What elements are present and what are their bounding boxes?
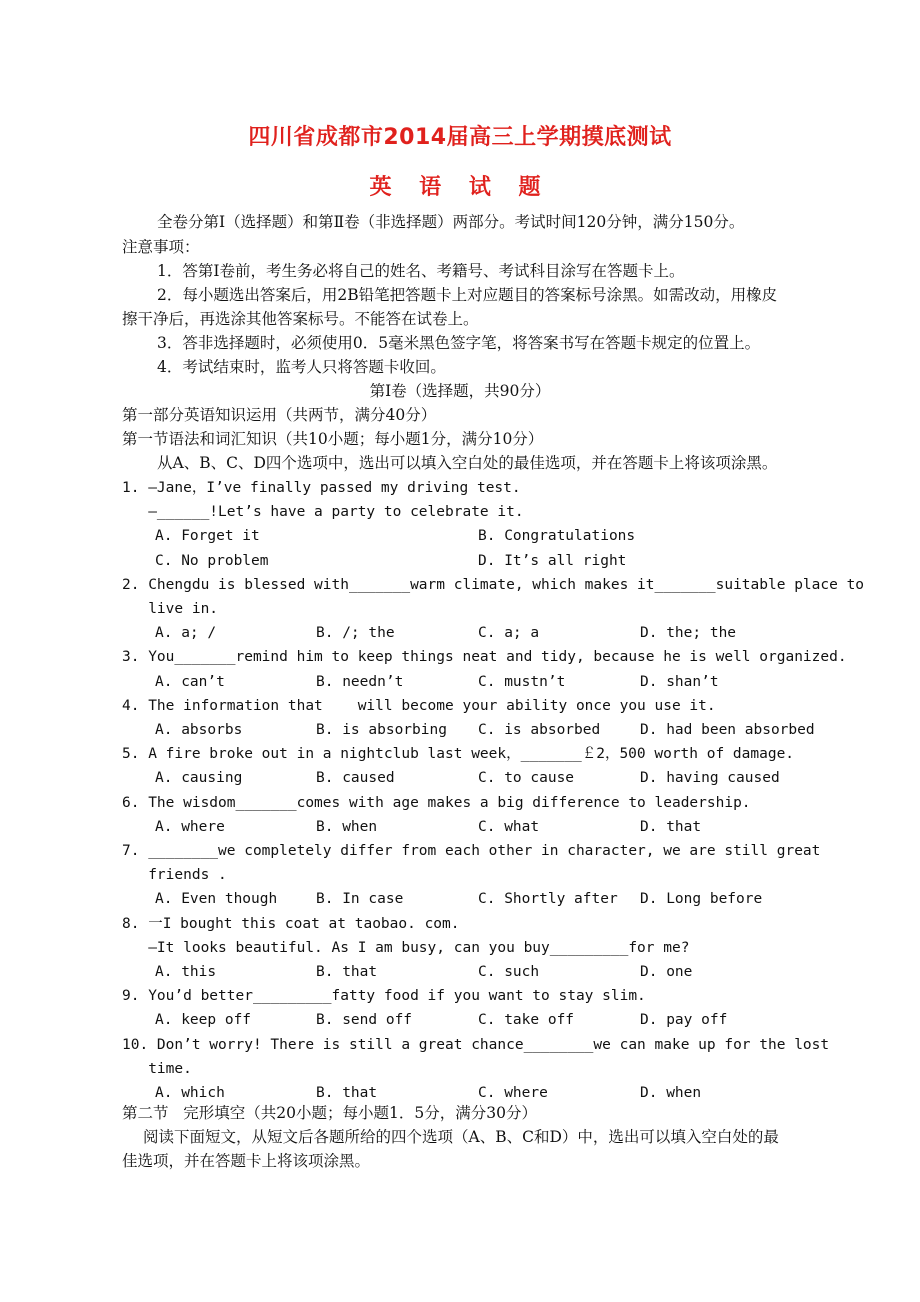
answer-option: D. the; the (640, 625, 737, 642)
answer-option: B. when (316, 818, 378, 835)
question-stem: 7. ________we completely differ from each other in character, we are still great (122, 843, 821, 859)
answer-option: D. when (640, 1085, 702, 1101)
volume-heading: 第Ⅰ卷（选择题，共90分） (369, 382, 551, 400)
answer-option: B. In case (316, 891, 404, 908)
answer-option: B. that (316, 1085, 378, 1101)
question-stem: 5. A fire broke out in a nightclub last week，_______￡2，500 worth of damage. (122, 746, 795, 763)
notice-item: 2．每小题选出答案后，用2B铅笔把答题卡上对应题目的答案标号涂黑。如需改动，用橡皮 (157, 286, 778, 304)
answer-option: C. is absorbed (478, 722, 601, 738)
answer-option: C. take off (478, 1012, 575, 1029)
notice-item: 擦干净后，再选涂其他答案标号。不能答在试卷上。 (122, 310, 479, 328)
answer-option: C. mustn’t (478, 673, 566, 690)
answer-option: A. a; / (155, 625, 217, 642)
answer-option: A. this (155, 964, 217, 980)
answer-option: C. to cause (478, 770, 575, 787)
question-line: friends . (122, 867, 227, 884)
answer-option: C. what (478, 818, 540, 835)
notice-label: 注意事项： (122, 238, 200, 256)
question-line: time. (122, 1060, 192, 1077)
answer-option: A. absorbs (155, 722, 243, 738)
question-stem: 4. The information that will become your ability once you use it. (122, 697, 716, 714)
answer-option: C. where (478, 1085, 548, 1101)
answer-option: B. send off (316, 1012, 413, 1029)
answer-option: A. Even though (155, 891, 278, 908)
answer-option: C. such (478, 964, 540, 980)
answer-option: D. that (640, 818, 702, 835)
answer-option: D. one (640, 964, 693, 980)
question-line: —______!Let’s have a party to celebrate it. (122, 504, 524, 521)
answer-option: D. It’s all right (478, 552, 627, 569)
section-instruction: 从A、B、C、D四个选项中，选出可以填入空白处的最佳选项，并在答题卡上将该项涂黑。 (157, 454, 778, 472)
answer-option: D. Long before (640, 891, 763, 908)
answer-option: D. had been absorbed (640, 722, 815, 738)
answer-option: B. is absorbing (316, 722, 447, 738)
answer-option: B. caused (316, 770, 395, 787)
notice-item: 1．答第Ⅰ卷前，考生务必将自己的姓名、考籍号、考试科目涂写在答题卡上。 (157, 262, 685, 280)
answer-option: C. Shortly after (478, 891, 618, 908)
answer-option: C. No problem (155, 552, 269, 569)
question-stem: 10. Don’t worry! There is still a great chance________we can make up for the lost (122, 1036, 830, 1053)
answer-option: A. keep off (155, 1012, 252, 1029)
answer-option: A. Forget it (155, 528, 260, 545)
answer-option: A. which (155, 1085, 225, 1101)
answer-option: B. that (316, 964, 378, 980)
question-stem: 9. You’d better_________fatty food if you want to stay slim. (122, 988, 646, 1005)
question-line: —It looks beautiful. As I am busy, can you buy_________for me? (122, 939, 690, 956)
part-heading: 第一部分英语知识运用（共两节，满分40分） (122, 406, 437, 424)
exam-title: 四川省成都市2014届高三上学期摸底测试 (248, 125, 672, 150)
notice-item: 4．考试结束时，监考人只将答题卡收回。 (157, 358, 446, 376)
answer-option: D. shan’t (640, 673, 719, 690)
answer-option: B. needn’t (316, 673, 404, 690)
question-stem: 1. —Jane，I’ve finally passed my driving test. (122, 480, 521, 496)
question-stem: 3. You_______remind him to keep things neat and tidy, because he is well organized. (122, 649, 847, 666)
answer-option: A. can’t (155, 673, 225, 690)
question-stem: 6. The wisdom_______comes with age makes a big difference to leadership. (122, 794, 751, 811)
section-heading: 第一节语法和词汇知识（共10小题；每小题1分，满分10分） (122, 430, 544, 448)
answer-option: A. where (155, 818, 225, 835)
answer-option: D. pay off (640, 1012, 728, 1029)
notice-item: 3．答非选择题时，必须使用0．5毫米黑色签字笔，将答案书写在答题卡规定的位置上。 (157, 334, 761, 352)
section2-instruction: 佳选项，并在答题卡上将该项涂黑。 (122, 1152, 371, 1170)
answer-option: B. /; the (316, 625, 395, 642)
question-stem: 2. Chengdu is blessed with_______warm climate, which makes it_______suitable place to (122, 576, 865, 593)
section2-instruction: 阅读下面短文，从短文后各题所给的四个选项（A、B、C和D）中，选出可以填入空白处的最 (143, 1128, 779, 1146)
question-stem: 8. 一I bought this coat at taobao. com. (122, 915, 460, 932)
section2-heading: 第二节 完形填空（共20小题；每小题1．5分，满分30分） (122, 1104, 537, 1122)
question-line: live in. (122, 601, 219, 617)
answer-option: A. causing (155, 770, 243, 787)
answer-option: B. Congratulations (478, 528, 636, 545)
exam-summary: 全卷分第Ⅰ（选择题）和第Ⅱ卷（非选择题）两部分。考试时间120分钟，满分150分。 (157, 213, 745, 231)
answer-option: C. a; a (478, 625, 540, 642)
exam-subtitle: 英 语 试 题 (369, 175, 551, 200)
answer-option: D. having caused (640, 770, 780, 787)
